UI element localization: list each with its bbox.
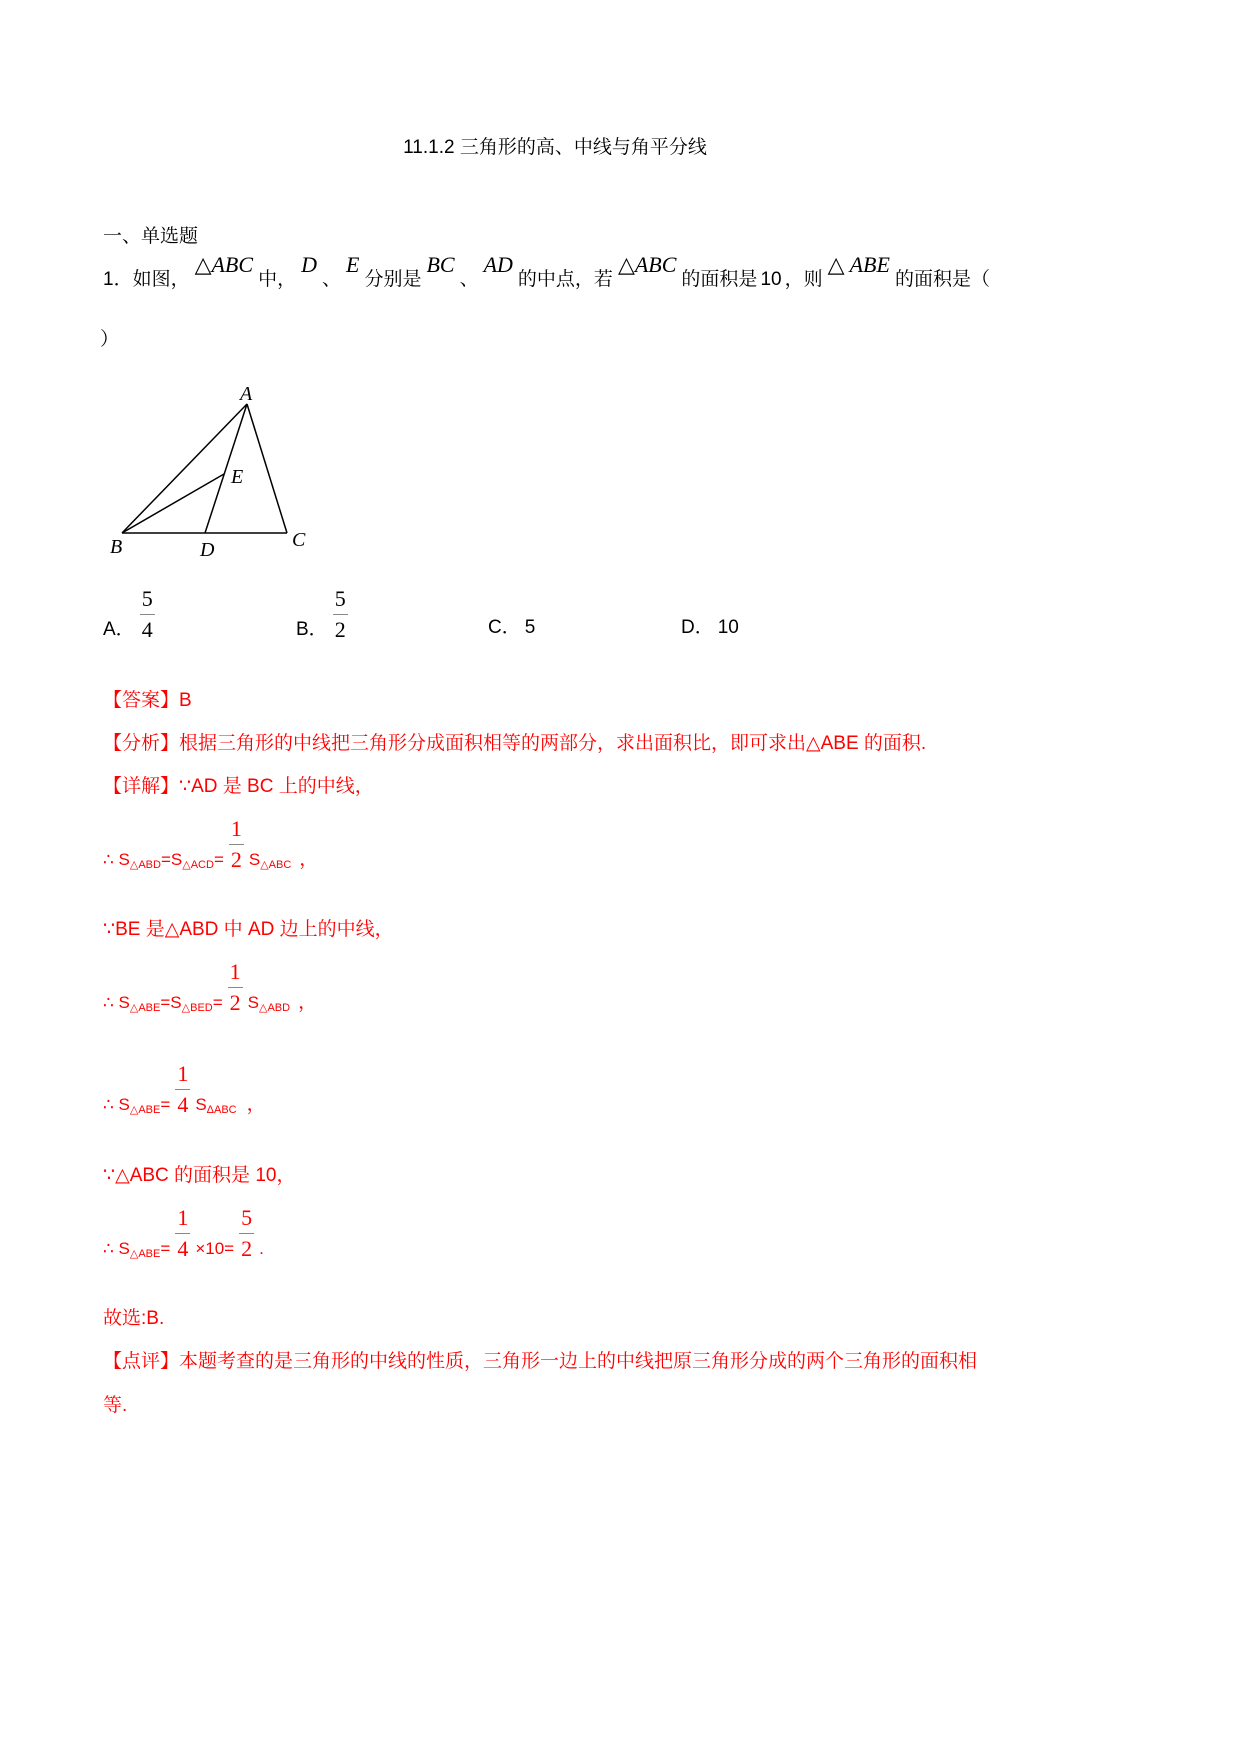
fraction-numerator: 1 [175,1203,190,1234]
math-point-e: E [345,252,360,277]
section-header-row [103,222,198,252]
label-b: B [110,536,123,558]
step-end: ， [246,1094,266,1115]
question-text: 的中点，若 [517,269,613,290]
fraction-numerator: 1 [228,957,243,988]
page-title-row [103,133,1007,163]
step-symbol-s: S [195,1095,207,1114]
fraction-denominator: 2 [229,990,241,1015]
step-equals: =S [160,993,182,1012]
answer-tag: 【答案】 [103,690,180,711]
step-fraction [175,1203,190,1264]
step-lead: ∴ S [103,1095,130,1114]
question-text: ，则 [784,269,823,290]
fraction-numerator: 1 [175,1059,190,1090]
reason-2-row [103,915,394,945]
review-row-1 [103,1347,977,1377]
step-fraction [228,957,243,1018]
step-equals: = [160,1095,171,1114]
option-letter: D． [681,617,714,638]
question-number: 1．如图， [103,269,190,290]
subscript: △ACD [182,859,214,871]
step-lead: ∴ S [103,850,130,869]
math-triangle-abc: △ABC [617,252,677,277]
option-letter: A． [103,619,135,640]
option-fraction [333,584,348,645]
review-text: 本题考查的是三角形的中线的性质，三角形一边上的中线把原三角形分成的两个三角形的面积相 [179,1351,978,1372]
fraction-numerator: 5 [333,584,348,615]
choice-text: 故选:B. [103,1308,165,1329]
fraction-denominator: 2 [230,847,242,872]
question-text: 的面积是 [681,269,758,290]
step-symbol-s: S [248,850,261,869]
step-fraction [175,1059,190,1120]
subscript: △ABE [129,1248,161,1260]
question-close-paren: ） [100,329,120,350]
fraction-denominator: 4 [177,1236,189,1261]
fraction-numerator: 5 [140,584,155,615]
segment-ab [122,404,247,533]
subscript: ΔABC [206,1104,237,1116]
option-value: 10 [717,617,739,638]
math-segment-bc: BC [426,252,455,277]
triangle-figure [100,380,330,565]
segment-be [122,474,224,533]
option-fraction [140,584,155,645]
subscript: △ABD [129,859,161,871]
subscript: △ABE [129,1104,161,1116]
review-text-continued: 等. [103,1395,128,1416]
fraction-numerator: 5 [239,1203,254,1234]
analysis-tag: 【分析】 [103,733,180,754]
fraction-denominator: 4 [177,1092,189,1117]
option-value: 5 [524,617,536,638]
solution-step-4 [103,1203,264,1264]
label-c: C [292,529,306,551]
option-d [681,613,739,643]
option-b [296,584,353,645]
question-1-stem [103,252,990,295]
step-end: ， [298,992,318,1013]
fraction-denominator: 2 [241,1236,253,1261]
question-area-value: 10 [760,269,782,290]
step-symbol-s: S [247,993,260,1012]
page-title: 11.1.2 三角形的高、中线与角平分线 [403,137,707,158]
question-text: 的面积是（ [894,269,990,290]
solution-step-1 [103,814,318,875]
step-end: ， [299,849,319,870]
answer-row [103,686,192,716]
step-equals: = [212,993,223,1012]
section-header: 一、单选题 [103,226,199,247]
detail-tag: 【详解】 [103,776,180,797]
math-triangle-abe: △ ABE [827,252,890,277]
reason-3-text: ∵△ABC 的面积是 10， [103,1165,296,1186]
answer-value: B [179,690,192,711]
step-equals: = [160,1239,171,1258]
option-letter: B． [296,619,328,640]
label-a: A [240,383,253,405]
subscript: △ABC [260,859,292,871]
solution-step-3 [103,1059,266,1120]
step-fraction [229,814,244,875]
review-row-2 [103,1391,127,1421]
fraction-numerator: 1 [229,814,244,845]
step-equals: = [213,850,224,869]
segment-ac [247,404,287,533]
step-lead: ∴ S [103,993,130,1012]
option-c [488,613,535,643]
step-lead: ∴ S [103,1239,130,1258]
question-text: 中， [258,269,297,290]
step-multiply: ×10= [195,1239,235,1258]
reason-3-row [103,1161,295,1191]
question-separator: 、 [459,269,479,290]
step-fraction [239,1203,254,1264]
analysis-text: 根据三角形的中线把三角形分成面积相等的两部分，求出面积比，即可求出△ABE 的面积. [179,733,927,754]
math-triangle-abc: △ABC [194,252,254,277]
review-tag: 【点评】 [103,1351,180,1372]
choice-row [103,1304,164,1334]
fraction-denominator: 4 [141,617,153,642]
option-letter: C． [488,617,521,638]
option-a [103,584,160,645]
label-e: E [231,466,244,488]
subscript: △ABD [259,1002,291,1014]
solution-step-2 [103,957,317,1018]
label-d: D [200,539,215,561]
question-separator: 、 [321,269,341,290]
detail-row [103,772,374,802]
question-1-close-row [100,325,119,355]
detail-text: ∵AD 是 BC 上的中线， [179,776,374,797]
math-segment-ad: AD [483,252,513,277]
question-text: 分别是 [364,269,422,290]
subscript: △BED [181,1002,213,1014]
fraction-denominator: 2 [334,617,346,642]
step-equals: =S [160,850,183,869]
math-point-d: D [301,252,317,277]
analysis-row [103,729,926,759]
reason-2-text: ∵BE 是△ABD 中 AD 边上的中线， [103,919,394,940]
subscript: △ABE [129,1002,161,1014]
step-end: . [259,1239,264,1258]
